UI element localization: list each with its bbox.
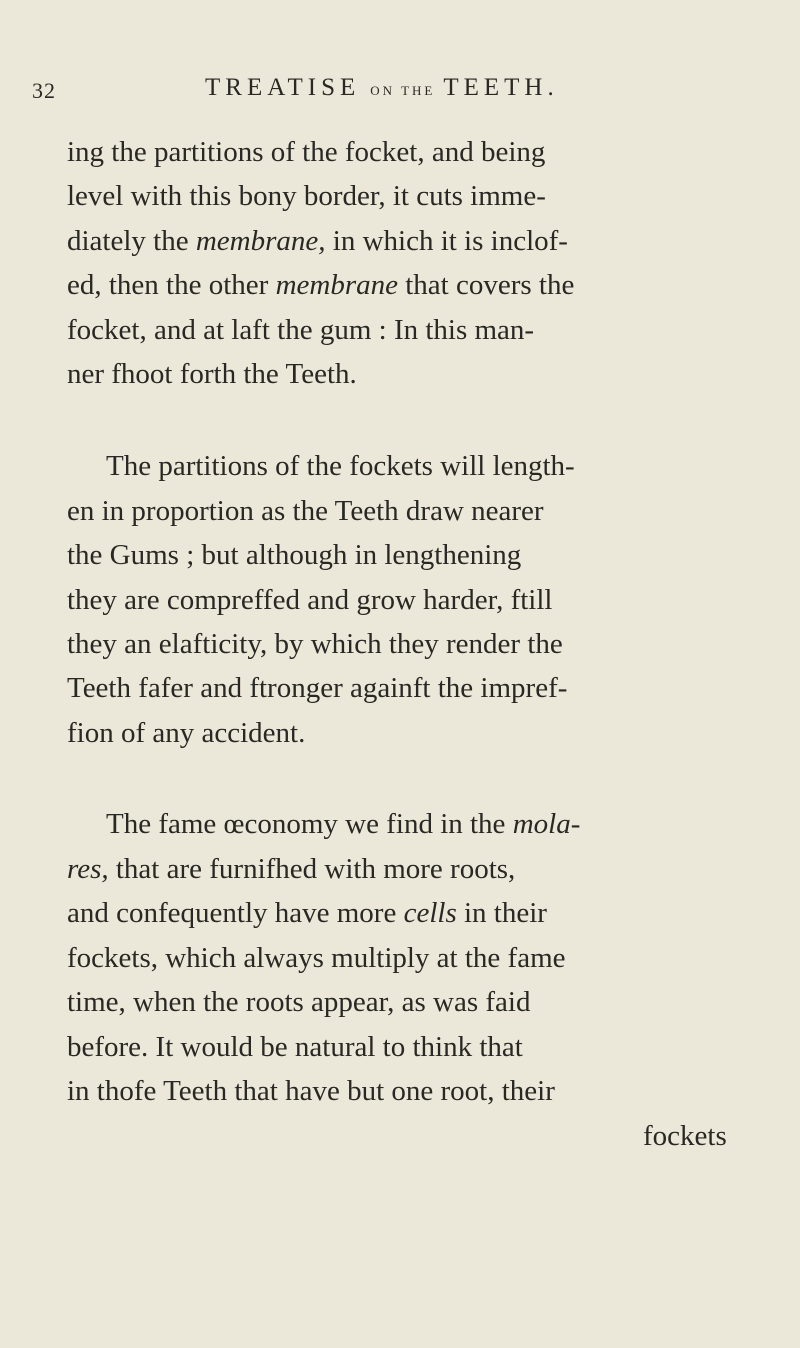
running-header xyxy=(32,74,760,110)
text-line: and confequently have more cells in their xyxy=(67,897,547,929)
text-line: diately the membrane, in which it is inclof- xyxy=(67,225,568,257)
text-line: before. It would be natural to think that xyxy=(67,1031,523,1063)
running-title-small: ON THE xyxy=(370,83,436,98)
text-line: ner fhoot forth the Teeth. xyxy=(67,358,357,390)
page-number: 32 xyxy=(32,78,56,103)
running-title xyxy=(205,74,559,102)
text-line: The partitions of the fockets will length- xyxy=(106,450,575,482)
text-line: they an elafticity, by which they render the xyxy=(67,628,563,660)
text-line: time, when the roots appear, as was faid xyxy=(67,986,531,1018)
text-line: res, that are furnifhed with more roots, xyxy=(67,853,516,885)
text-line: The fame œconomy we find in the mola- xyxy=(106,808,581,840)
text-line: ed, then the other membrane that covers the xyxy=(67,269,575,301)
text-line: the Gums ; but although in lengthening xyxy=(67,539,522,571)
text-line: en in proportion as the Teeth draw nearer xyxy=(67,495,544,527)
text-line: ing the partitions of the focket, and being xyxy=(67,136,546,168)
text-line: focket, and at laft the gum : In this man- xyxy=(67,314,535,346)
text-line: fockets, which always multiply at the fame xyxy=(67,942,566,974)
catchword: fockets xyxy=(643,1120,727,1152)
text-line: in thofe Teeth that have but one root, their xyxy=(67,1075,555,1107)
text-line: level with this bony border, it cuts imme- xyxy=(67,180,546,212)
running-title-main: TREATISE xyxy=(205,74,361,101)
text-line: Teeth fafer and ftronger againft the impref- xyxy=(67,672,568,704)
running-title-end: TEETH. xyxy=(443,74,559,101)
text-line: fion of any accident. xyxy=(67,717,306,749)
text-line: they are compreffed and grow harder, ftill xyxy=(67,584,553,616)
